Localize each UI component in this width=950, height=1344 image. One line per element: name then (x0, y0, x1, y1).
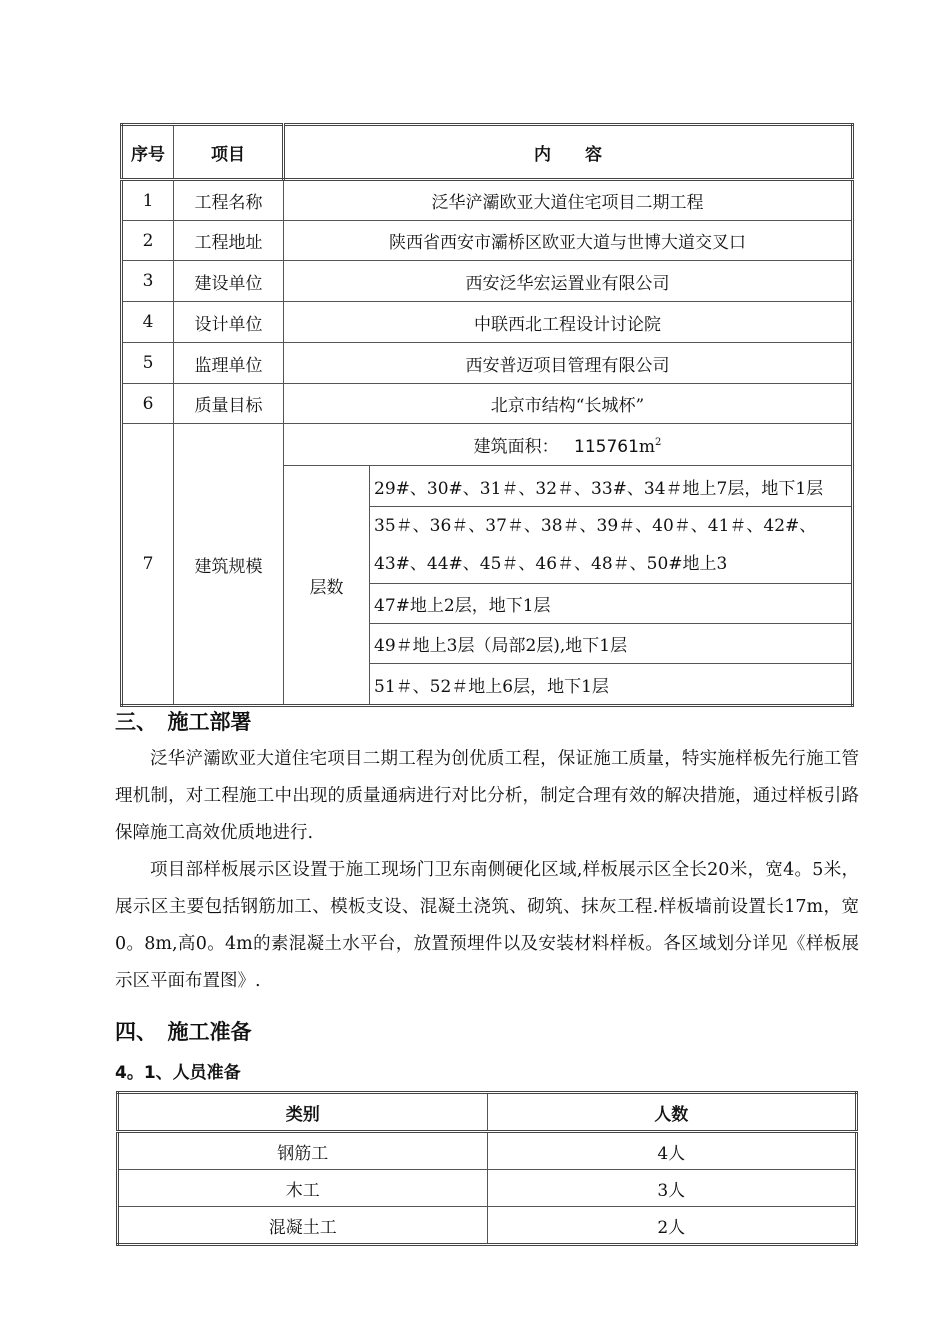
row-content: 泛华浐灞欧亚大道住宅项目二期工程 (284, 180, 853, 221)
category-cell: 钢筋工 (118, 1132, 488, 1170)
row-content: 西安普迈项目管理有限公司 (284, 343, 853, 384)
category-cell: 混凝土工 (118, 1207, 488, 1245)
table-row (122, 180, 853, 221)
header-content: 内 容 (284, 125, 853, 180)
row-no: 3 (122, 261, 174, 302)
section-4-1-heading: 4。1、人员准备 (115, 1063, 241, 1083)
header-item: 项目 (174, 125, 284, 180)
floors-row: 49＃地上3层（局部2层),地下1层 (370, 624, 853, 664)
floors-row: 29#、30#、31＃、32＃、33#、34＃地上7层，地下1层 (370, 466, 853, 507)
table-row (118, 1170, 857, 1207)
row-item: 设计单位 (174, 302, 284, 343)
floors-label: 层数 (284, 466, 370, 706)
header-no: 序号 (122, 125, 174, 180)
row-item: 工程地址 (174, 221, 284, 261)
row-no: 7 (122, 424, 174, 706)
building-area-value: 115761 (574, 437, 639, 457)
building-area-unit: m (638, 437, 656, 457)
count-cell: 3人 (487, 1170, 857, 1207)
row-no: 1 (122, 180, 174, 221)
section-3-paragraph-2: 项目部样板展示区设置于施工现场门卫东南侧硬化区域,样板展示区全长20米，宽4。5米，展示区主要包括钢筋加工、模板支设、混凝土浇筑、砌筑、抹灰工程.样板墙前设置长17m，宽0。8m,高0。4m的素混凝土水平台，放置预埋件以及安装材料样板。各区域划分详见《样板展示区平面布置图》. (115, 860, 859, 991)
count-cell: 2人 (487, 1207, 857, 1245)
table-row (118, 1132, 857, 1170)
table-row (122, 302, 853, 343)
row-no: 4 (122, 302, 174, 343)
row-item: 建筑规模 (174, 424, 284, 706)
row-item: 质量目标 (174, 384, 284, 424)
project-info-table (120, 123, 854, 707)
table-row (122, 384, 853, 424)
building-area-cell (284, 424, 853, 466)
section-4-heading: 四、 施工准备 (115, 1020, 252, 1044)
row-content: 陕西省西安市灞桥区欧亚大道与世博大道交叉口 (284, 221, 853, 261)
building-area-unit-sup: 2 (655, 437, 662, 448)
row-content: 西安泛华宏运置业有限公司 (284, 261, 853, 302)
row-item: 监理单位 (174, 343, 284, 384)
row-no: 2 (122, 221, 174, 261)
section-3-heading: 三、 施工部署 (115, 710, 252, 734)
row-content: 北京市结构“长城杯” (284, 384, 853, 424)
floors-row: 51＃、52＃地上6层，地下1层 (370, 664, 853, 706)
row-item: 工程名称 (174, 180, 284, 221)
personnel-table (116, 1091, 858, 1246)
row-no: 6 (122, 384, 174, 424)
table-row (122, 261, 853, 302)
category-cell: 木工 (118, 1170, 488, 1207)
table-row (122, 221, 853, 261)
row-no: 5 (122, 343, 174, 384)
building-area-label: 建筑面积： (473, 437, 559, 457)
section-3-paragraph-1: 泛华浐灞欧亚大道住宅项目二期工程为创优质工程，保证施工质量，特实施样板先行施工管理机制，对工程施工中出现的质量通病进行对比分析，制定合理有效的解决措施，通过样板引路保障施工高效优质地进行. (115, 749, 859, 843)
floors-row: 35＃、36＃、37＃、38＃、39＃、40＃、41＃、42#、43#、44#、45＃、46＃、48＃、50#地上3 (370, 507, 853, 584)
row-item: 建设单位 (174, 261, 284, 302)
table-row (122, 343, 853, 384)
table-row (118, 1207, 857, 1245)
count-cell: 4人 (487, 1132, 857, 1170)
header-count: 人数 (487, 1093, 857, 1132)
floors-row: 47#地上2层，地下1层 (370, 584, 853, 624)
row-content: 中联西北工程设计讨论院 (284, 302, 853, 343)
table-row (122, 424, 853, 466)
header-category: 类别 (118, 1093, 488, 1132)
